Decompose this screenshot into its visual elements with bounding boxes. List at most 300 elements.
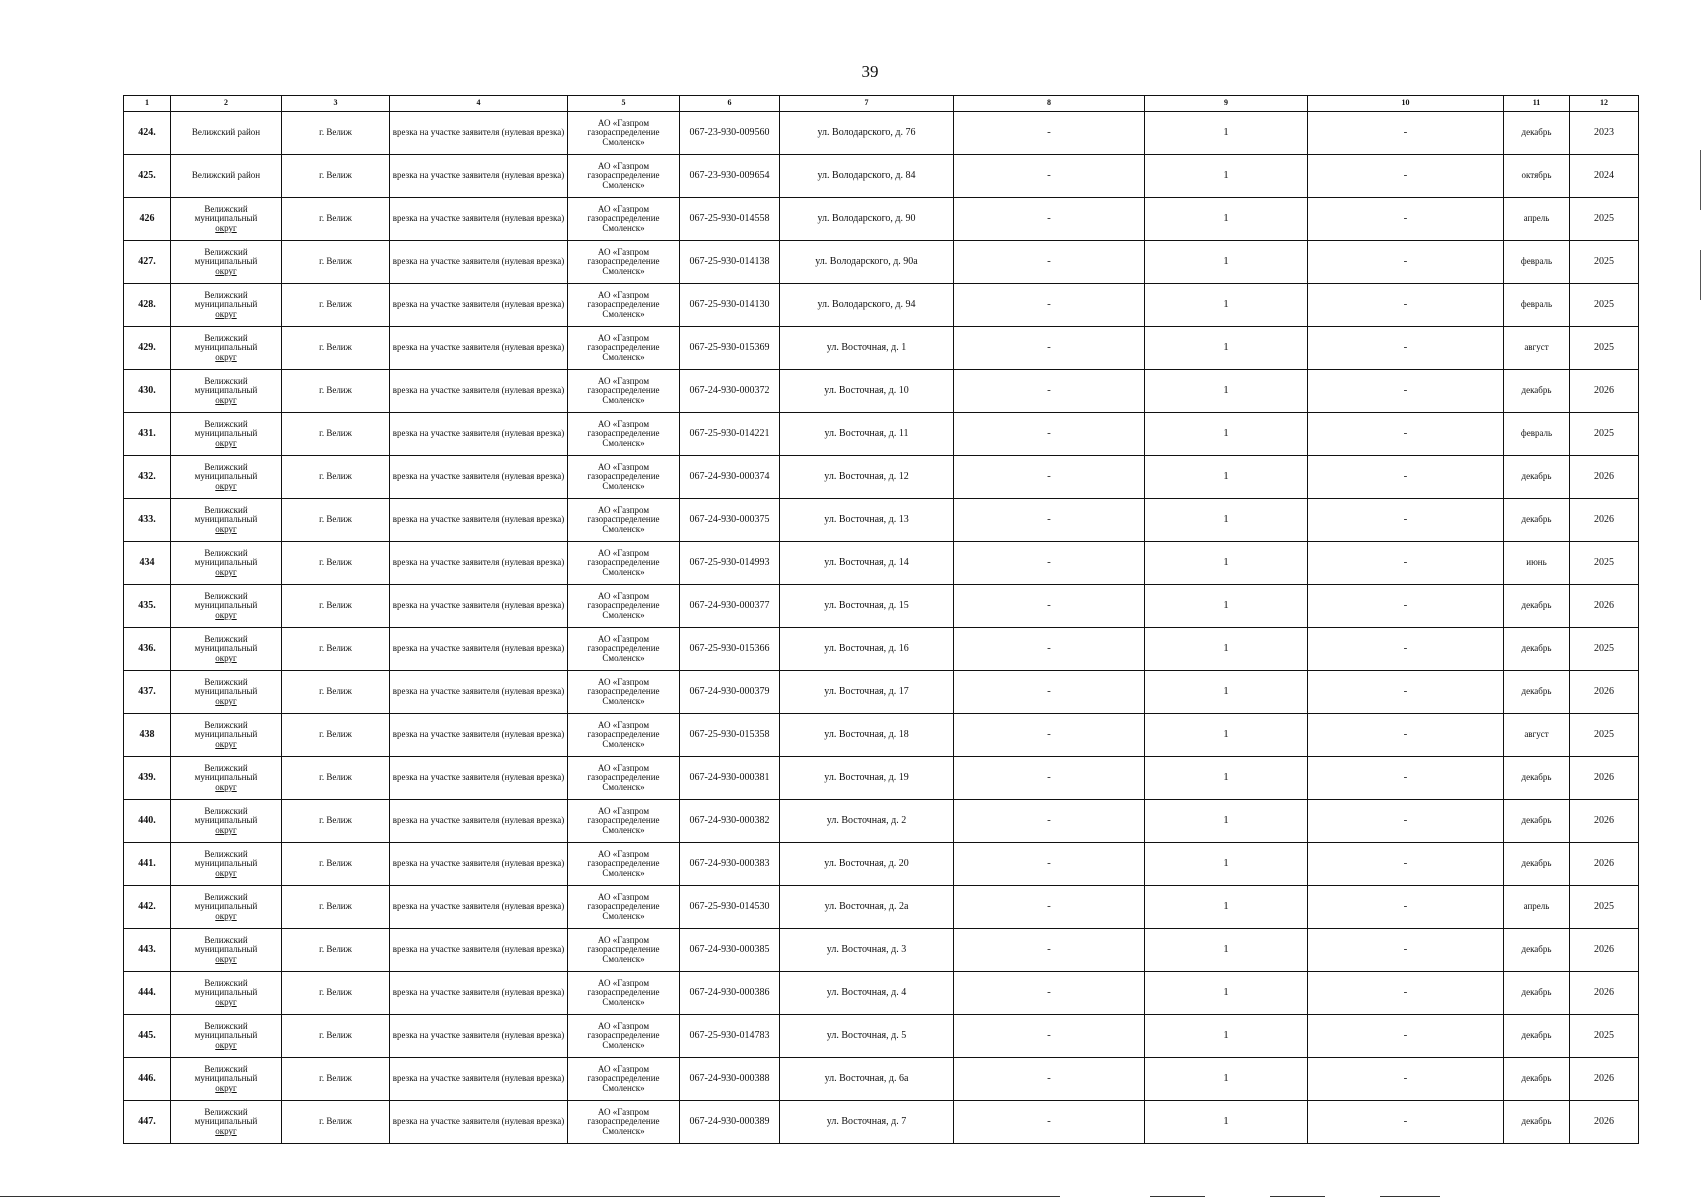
year-cell: 2026 [1570,757,1639,800]
quantity-cell: 1 [1145,671,1308,714]
table-row [124,800,1639,843]
row-number: 436. [124,628,171,671]
district-suffix: округ [215,1039,237,1050]
column-10-cell: - [1308,1015,1504,1058]
work-type-cell: врезка на участке заявителя (нулевая врезка) [390,671,568,714]
column-header-8: 8 [954,96,1145,112]
quantity-cell: 1 [1145,972,1308,1015]
row-number: 441. [124,843,171,886]
quantity-cell: 1 [1145,628,1308,671]
organization-cell: АО «Газпром газораспределение Смоленск» [568,628,680,671]
column-10-cell: - [1308,413,1504,456]
object-id-cell: 067-25-930-015369 [680,327,780,370]
organization-cell: АО «Газпром газораспределение Смоленск» [568,456,680,499]
month-cell: август [1504,327,1570,370]
organization-cell: АО «Газпром газораспределение Смоленск» [568,112,680,155]
district-suffix: округ [215,1125,237,1136]
organization-cell: АО «Газпром газораспределение Смоленск» [568,1015,680,1058]
year-cell: 2025 [1570,542,1639,585]
city-cell: г. Велиж [282,843,390,886]
row-number: 425. [124,155,171,198]
table-row [124,112,1639,155]
column-8-cell: - [954,757,1145,800]
column-header-9: 9 [1145,96,1308,112]
address-cell: ул. Восточная, д. 12 [780,456,954,499]
month-cell: декабрь [1504,757,1570,800]
organization-cell: АО «Газпром газораспределение Смоленск» [568,843,680,886]
city-cell: г. Велиж [282,542,390,585]
column-10-cell: - [1308,628,1504,671]
year-cell: 2023 [1570,112,1639,155]
column-8-cell: - [954,370,1145,413]
table-row [124,456,1639,499]
district-cell [171,198,282,241]
table-row [124,542,1639,585]
city-cell: г. Велиж [282,456,390,499]
year-cell: 2026 [1570,1058,1639,1101]
month-cell: декабрь [1504,843,1570,886]
quantity-cell: 1 [1145,1101,1308,1144]
work-type-cell: врезка на участке заявителя (нулевая врезка) [390,1015,568,1058]
district-cell [171,284,282,327]
column-header-5: 5 [568,96,680,112]
organization-cell: АО «Газпром газораспределение Смоленск» [568,542,680,585]
district-suffix: округ [215,953,237,964]
year-cell: 2026 [1570,671,1639,714]
quantity-cell: 1 [1145,284,1308,327]
page-number: 39 [861,62,879,81]
quantity-cell: 1 [1145,886,1308,929]
month-cell: октябрь [1504,155,1570,198]
organization-cell: АО «Газпром газораспределение Смоленск» [568,155,680,198]
district-cell [171,155,282,198]
work-type-cell: врезка на участке заявителя (нулевая врезка) [390,284,568,327]
column-10-cell: - [1308,886,1504,929]
city-cell: г. Велиж [282,370,390,413]
quantity-cell: 1 [1145,456,1308,499]
district-suffix: округ [215,480,237,491]
work-type-cell: врезка на участке заявителя (нулевая врезка) [390,1101,568,1144]
year-cell: 2026 [1570,585,1639,628]
year-cell: 2025 [1570,327,1639,370]
row-number: 430. [124,370,171,413]
object-id-cell: 067-25-930-014558 [680,198,780,241]
work-type-cell: врезка на участке заявителя (нулевая врезка) [390,413,568,456]
month-cell: декабрь [1504,1015,1570,1058]
column-10-cell: - [1308,370,1504,413]
row-number: 440. [124,800,171,843]
district-suffix: округ [215,867,237,878]
object-id-cell: 067-24-930-000375 [680,499,780,542]
column-8-cell: - [954,972,1145,1015]
city-cell: г. Велиж [282,886,390,929]
month-cell: декабрь [1504,1101,1570,1144]
object-id-cell: 067-25-930-014783 [680,1015,780,1058]
organization-cell: АО «Газпром газораспределение Смоленск» [568,1101,680,1144]
column-8-cell: - [954,499,1145,542]
organization-cell: АО «Газпром газораспределение Смоленск» [568,972,680,1015]
table-row [124,671,1639,714]
district-name: Велижский муниципальный [194,1063,258,1084]
row-number: 429. [124,327,171,370]
district-name: Велижский муниципальный [194,848,258,869]
district-cell [171,241,282,284]
year-cell: 2026 [1570,499,1639,542]
city-cell: г. Велиж [282,1101,390,1144]
month-cell: декабрь [1504,1058,1570,1101]
row-number: 424. [124,112,171,155]
quantity-cell: 1 [1145,413,1308,456]
city-cell: г. Велиж [282,714,390,757]
column-10-cell: - [1308,241,1504,284]
organization-cell: АО «Газпром газораспределение Смоленск» [568,241,680,284]
column-8-cell: - [954,886,1145,929]
table-row [124,886,1639,929]
column-header-4: 4 [390,96,568,112]
column-8-cell: - [954,1058,1145,1101]
quantity-cell: 1 [1145,155,1308,198]
column-header-1: 1 [124,96,171,112]
district-name: Велижский район [191,127,261,138]
column-10-cell: - [1308,198,1504,241]
work-type-cell: врезка на участке заявителя (нулевая врезка) [390,1058,568,1101]
object-id-cell: 067-23-930-009560 [680,112,780,155]
object-id-cell: 067-23-930-009654 [680,155,780,198]
city-cell: г. Велиж [282,929,390,972]
address-cell: ул. Восточная, д. 18 [780,714,954,757]
address-cell: ул. Восточная, д. 5 [780,1015,954,1058]
address-cell: ул. Восточная, д. 10 [780,370,954,413]
object-id-cell: 067-24-930-000385 [680,929,780,972]
district-suffix: округ [215,609,237,620]
month-cell: апрель [1504,886,1570,929]
organization-cell: АО «Газпром газораспределение Смоленск» [568,929,680,972]
footer-rule [1150,1196,1205,1197]
year-cell: 2025 [1570,628,1639,671]
district-cell [171,714,282,757]
work-type-cell: врезка на участке заявителя (нулевая врезка) [390,327,568,370]
column-header-11: 11 [1504,96,1570,112]
table-row [124,241,1639,284]
district-cell [171,542,282,585]
table-row [124,327,1639,370]
year-cell: 2024 [1570,155,1639,198]
column-8-cell: - [954,155,1145,198]
district-suffix: округ [215,222,237,233]
column-8-cell: - [954,1101,1145,1144]
object-id-cell: 067-25-930-015366 [680,628,780,671]
month-cell: декабрь [1504,929,1570,972]
table-row [124,499,1639,542]
column-10-cell: - [1308,1101,1504,1144]
district-suffix: округ [215,781,237,792]
month-cell: август [1504,714,1570,757]
organization-cell: АО «Газпром газораспределение Смоленск» [568,671,680,714]
district-cell [171,499,282,542]
table-row [124,370,1639,413]
district-suffix: округ [215,738,237,749]
organization-cell: АО «Газпром газораспределение Смоленск» [568,284,680,327]
work-type-cell: врезка на участке заявителя (нулевая врезка) [390,886,568,929]
district-cell [171,671,282,714]
quantity-cell: 1 [1145,1015,1308,1058]
quantity-cell: 1 [1145,800,1308,843]
address-cell: ул. Володарского, д. 90а [780,241,954,284]
row-number: 434 [124,542,171,585]
address-cell: ул. Володарского, д. 84 [780,155,954,198]
work-type-cell: врезка на участке заявителя (нулевая врезка) [390,929,568,972]
margin-mark [1700,150,1701,210]
year-cell: 2025 [1570,886,1639,929]
quantity-cell: 1 [1145,499,1308,542]
column-10-cell: - [1308,671,1504,714]
row-number: 432. [124,456,171,499]
year-cell: 2026 [1570,843,1639,886]
column-10-cell: - [1308,155,1504,198]
organization-cell: АО «Газпром газораспределение Смоленск» [568,886,680,929]
object-id-cell: 067-25-930-014221 [680,413,780,456]
district-cell [171,585,282,628]
organization-cell: АО «Газпром газораспределение Смоленск» [568,327,680,370]
object-id-cell: 067-25-930-014530 [680,886,780,929]
work-type-cell: врезка на участке заявителя (нулевая врезка) [390,198,568,241]
quantity-cell: 1 [1145,929,1308,972]
month-cell: декабрь [1504,499,1570,542]
district-name: Велижский район [191,170,261,181]
month-cell: февраль [1504,284,1570,327]
table-row [124,1058,1639,1101]
district-cell [171,413,282,456]
address-cell: ул. Восточная, д. 11 [780,413,954,456]
year-cell: 2025 [1570,413,1639,456]
organization-cell: АО «Газпром газораспределение Смоленск» [568,499,680,542]
district-name: Велижский муниципальный [194,418,258,439]
city-cell: г. Велиж [282,628,390,671]
margin-mark [1700,250,1701,300]
district-cell [171,757,282,800]
city-cell: г. Велиж [282,327,390,370]
column-8-cell: - [954,542,1145,585]
table-row [124,155,1639,198]
district-suffix: округ [215,523,237,534]
object-id-cell: 067-25-930-014130 [680,284,780,327]
district-suffix: округ [215,824,237,835]
quantity-cell: 1 [1145,241,1308,284]
quantity-cell: 1 [1145,757,1308,800]
table-row [124,284,1639,327]
address-cell: ул. Восточная, д. 2а [780,886,954,929]
district-name: Велижский муниципальный [194,590,258,611]
year-cell: 2025 [1570,1015,1639,1058]
district-suffix: округ [215,308,237,319]
column-8-cell: - [954,112,1145,155]
year-cell: 2025 [1570,241,1639,284]
column-header-7: 7 [780,96,954,112]
district-name: Велижский муниципальный [194,762,258,783]
column-8-cell: - [954,1015,1145,1058]
row-number: 428. [124,284,171,327]
city-cell: г. Велиж [282,413,390,456]
city-cell: г. Велиж [282,155,390,198]
district-suffix: округ [215,695,237,706]
quantity-cell: 1 [1145,843,1308,886]
object-id-cell: 067-25-930-014138 [680,241,780,284]
month-cell: декабрь [1504,628,1570,671]
district-cell [171,1058,282,1101]
district-cell [171,1101,282,1144]
district-name: Велижский муниципальный [194,1020,258,1041]
address-cell: ул. Володарского, д. 90 [780,198,954,241]
organization-cell: АО «Газпром газораспределение Смоленск» [568,800,680,843]
district-name: Велижский муниципальный [194,461,258,482]
column-10-cell: - [1308,800,1504,843]
district-cell [171,886,282,929]
column-header-2: 2 [171,96,282,112]
object-id-cell: 067-24-930-000377 [680,585,780,628]
work-type-cell: врезка на участке заявителя (нулевая врезка) [390,155,568,198]
object-id-cell: 067-24-930-000389 [680,1101,780,1144]
column-8-cell: - [954,628,1145,671]
year-cell: 2026 [1570,972,1639,1015]
column-8-cell: - [954,327,1145,370]
work-type-cell: врезка на участке заявителя (нулевая врезка) [390,542,568,585]
organization-cell: АО «Газпром газораспределение Смоленск» [568,370,680,413]
row-number: 442. [124,886,171,929]
column-10-cell: - [1308,972,1504,1015]
column-10-cell: - [1308,542,1504,585]
table-row [124,628,1639,671]
district-cell [171,370,282,413]
city-cell: г. Велиж [282,499,390,542]
footer-rule [1380,1196,1440,1197]
column-10-cell: - [1308,112,1504,155]
city-cell: г. Велиж [282,972,390,1015]
table-row [124,929,1639,972]
district-name: Велижский муниципальный [194,977,258,998]
organization-cell: АО «Газпром газораспределение Смоленск» [568,198,680,241]
object-id-cell: 067-24-930-000381 [680,757,780,800]
address-cell: ул. Володарского, д. 94 [780,284,954,327]
footer-rule [0,1196,1060,1197]
month-cell: апрель [1504,198,1570,241]
district-name: Велижский муниципальный [194,203,258,224]
city-cell: г. Велиж [282,1058,390,1101]
column-header-12: 12 [1570,96,1639,112]
column-10-cell: - [1308,456,1504,499]
column-10-cell: - [1308,284,1504,327]
month-cell: декабрь [1504,585,1570,628]
quantity-cell: 1 [1145,370,1308,413]
district-name: Велижский муниципальный [194,891,258,912]
row-number: 431. [124,413,171,456]
district-suffix: округ [215,996,237,1007]
district-cell [171,628,282,671]
organization-cell: АО «Газпром газораспределение Смоленск» [568,413,680,456]
column-header-3: 3 [282,96,390,112]
district-name: Велижский муниципальный [194,504,258,525]
column-8-cell: - [954,198,1145,241]
object-id-cell: 067-24-930-000386 [680,972,780,1015]
row-number: 435. [124,585,171,628]
address-cell: ул. Володарского, д. 76 [780,112,954,155]
work-type-cell: врезка на участке заявителя (нулевая врезка) [390,456,568,499]
row-number: 437. [124,671,171,714]
column-header-10: 10 [1308,96,1504,112]
city-cell: г. Велиж [282,1015,390,1058]
district-cell [171,456,282,499]
district-suffix: округ [215,394,237,405]
organization-cell: АО «Газпром газораспределение Смоленск» [568,585,680,628]
year-cell: 2025 [1570,198,1639,241]
month-cell: декабрь [1504,671,1570,714]
table-row [124,714,1639,757]
month-cell: декабрь [1504,112,1570,155]
column-10-cell: - [1308,585,1504,628]
organization-cell: АО «Газпром газораспределение Смоленск» [568,714,680,757]
district-cell [171,972,282,1015]
address-cell: ул. Восточная, д. 16 [780,628,954,671]
district-cell [171,1015,282,1058]
district-suffix: округ [215,351,237,362]
quantity-cell: 1 [1145,714,1308,757]
address-cell: ул. Восточная, д. 17 [780,671,954,714]
district-name: Велижский муниципальный [194,332,258,353]
work-type-cell: врезка на участке заявителя (нулевая врезка) [390,757,568,800]
table-row [124,198,1639,241]
column-8-cell: - [954,585,1145,628]
district-name: Велижский муниципальный [194,676,258,697]
object-id-cell: 067-25-930-014993 [680,542,780,585]
row-number: 443. [124,929,171,972]
district-suffix: округ [215,566,237,577]
column-8-cell: - [954,241,1145,284]
year-cell: 2026 [1570,456,1639,499]
city-cell: г. Велиж [282,284,390,327]
work-type-cell: врезка на участке заявителя (нулевая врезка) [390,499,568,542]
column-8-cell: - [954,929,1145,972]
table-row [124,972,1639,1015]
work-type-cell: врезка на участке заявителя (нулевая врезка) [390,843,568,886]
row-number: 427. [124,241,171,284]
month-cell: декабрь [1504,370,1570,413]
address-cell: ул. Восточная, д. 15 [780,585,954,628]
column-10-cell: - [1308,757,1504,800]
work-type-cell: врезка на участке заявителя (нулевая врезка) [390,112,568,155]
address-cell: ул. Восточная, д. 7 [780,1101,954,1144]
address-cell: ул. Восточная, д. 6а [780,1058,954,1101]
table-header [124,96,1639,112]
district-name: Велижский муниципальный [194,1106,258,1127]
year-cell: 2026 [1570,929,1639,972]
year-cell: 2026 [1570,370,1639,413]
quantity-cell: 1 [1145,198,1308,241]
row-number: 446. [124,1058,171,1101]
city-cell: г. Велиж [282,585,390,628]
column-8-cell: - [954,714,1145,757]
column-8-cell: - [954,456,1145,499]
column-header-6: 6 [680,96,780,112]
work-type-cell: врезка на участке заявителя (нулевая врезка) [390,972,568,1015]
district-suffix: округ [215,910,237,921]
city-cell: г. Велиж [282,241,390,284]
work-type-cell: врезка на участке заявителя (нулевая врезка) [390,714,568,757]
district-name: Велижский муниципальный [194,633,258,654]
column-10-cell: - [1308,1058,1504,1101]
object-id-cell: 067-24-930-000374 [680,456,780,499]
column-8-cell: - [954,413,1145,456]
row-number: 433. [124,499,171,542]
month-cell: февраль [1504,413,1570,456]
